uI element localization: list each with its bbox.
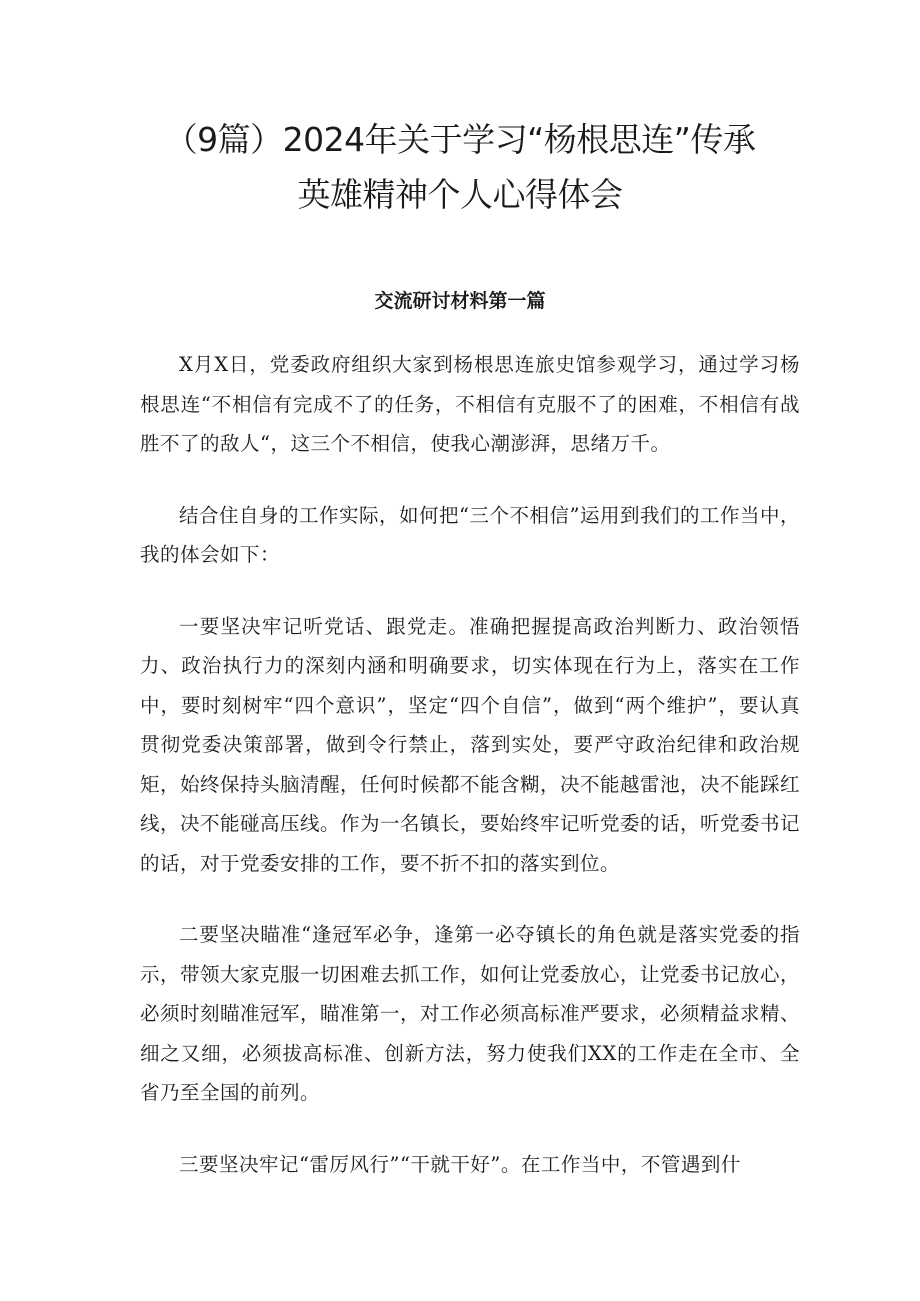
section-heading: 交流研讨材料第一篇: [374, 290, 546, 312]
paragraph-2: 结合住自身的工作实际，如何把“三个不相信”运用到我们的工作当中，我的体会如下：: [140, 503, 800, 566]
paragraph-1: X月X日，党委政府组织大家到杨根思连旅史馆参观学习，通过学习杨根思连“不相信有完成不了的任务，不相信有克服不了的困难，不相信有战胜不了的敌人“，这三个不相信，使我心潮澎湃，思绪万千。: [140, 353, 800, 455]
paragraph-5: 三要坚决牢记“雷厉风行”“干就干好”。在工作当中，不管遇到什: [179, 1152, 741, 1176]
document-title-line-2: 英雄精神个人心得体会: [297, 175, 623, 214]
document-body: [140, 345, 800, 1216]
document-title: [120, 112, 800, 222]
document-title-line-1: （9篇）2024年关于学习“杨根思连”传承: [164, 120, 756, 159]
paragraph-4: 二要坚决瞄准“逢冠军必争，逢第一必夺镇长的角色就是落实党委的指示，带领大家克服一切困难去抓工作，如何让党委放心，让党委书记放心，必须时刻瞄准冠军，瞄准第一，对工作必须高标准严要求，必须精益求精、细之又细，必须拔高标准、创新方法，努力使我们XX的工作走在全市、全省乃至全国的前列。: [140, 923, 801, 1104]
paragraph-3: 一要坚决牢记听党话、跟党走。准确把握提高政治判断力、政治领悟力、政治执行力的深刻内涵和明确要求，切实体现在行为上，落实在工作中，要时刻树牢“四个意识”，坚定“四个自信”，做到“两个维护”，要认真贯彻党委决策部署，做到令行禁止，落到实处，要严守政治纪律和政治规矩，始终保持头脑清醒，任何时候都不能含糊，决不能越雷池，决不能踩红线，决不能碰高压线。作为一名镇长，要始终牢记听党委的话，听党委书记的话，对于党委安排的工作，要不折不扣的落实到位。: [140, 614, 801, 875]
